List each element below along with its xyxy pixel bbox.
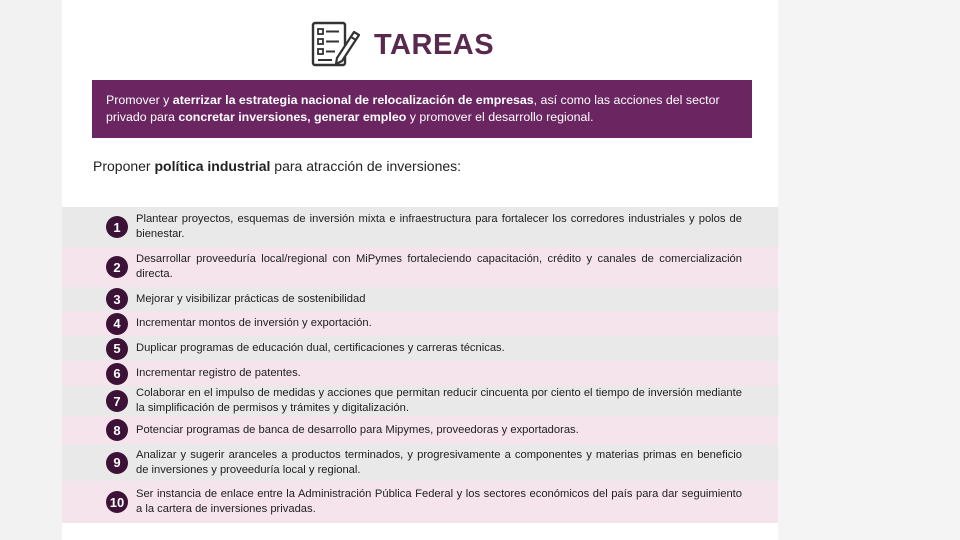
list-item — [62, 287, 778, 311]
list-item — [62, 311, 778, 336]
task-text: Incrementar registro de patentes. — [136, 367, 301, 379]
list-item — [62, 336, 778, 361]
subtitle-text-2: para atracción de inversiones: — [270, 158, 462, 174]
list-item — [62, 481, 778, 523]
task-text: Potenciar programas de banca de desarrollo para Mipymes, proveedoras y exportadoras. — [136, 423, 579, 436]
task-number: 5 — [106, 338, 128, 360]
task-text: Analizar y sugerir aranceles a productos terminados, y progresivamente a componentes y materias primas en beneficio de inversiones y proveeduría local y regional. — [136, 448, 742, 476]
list-item — [62, 416, 778, 444]
task-text: Duplicar programas de educación dual, certificaciones y carreras técnicas. — [136, 342, 505, 354]
checklist-pencil-icon — [310, 20, 362, 70]
task-number: 4 — [106, 313, 128, 335]
task-number: 10 — [106, 491, 128, 513]
list-item — [62, 361, 778, 386]
task-text: Desarrollar proveeduría local/regional con MiPymes fortaleciendo capacitación, crédito y canales de comercialización directa. — [136, 253, 742, 280]
task-number: 6 — [106, 363, 128, 385]
task-text: Plantear proyectos, esquemas de inversión mixta e infraestructura para fortalecer los corredores industriales y polos de bienestar. — [136, 213, 742, 240]
task-number: 8 — [106, 419, 128, 441]
section-subtitle — [93, 158, 461, 174]
task-text: Mejorar y visibilizar prácticas de sostenibilidad — [136, 292, 366, 305]
task-text: Incrementar montos de inversión y exportación. — [136, 317, 372, 329]
task-number: 2 — [106, 256, 128, 278]
banner-text-3: y promover el desarrollo regional. — [406, 110, 594, 124]
banner-bold-2: concretar inversiones, generar empleo — [178, 110, 407, 124]
task-number: 9 — [106, 452, 128, 474]
task-number: 1 — [106, 216, 128, 238]
banner-text-1: Promover y — [106, 93, 173, 107]
header — [310, 20, 494, 70]
list-item — [62, 207, 778, 247]
list-item — [62, 386, 778, 416]
task-text: Ser instancia de enlace entre la Administración Pública Federal y los sectores económicos del país para dar seguimiento a la cartera de inversiones privadas. — [136, 488, 742, 515]
objective-banner — [92, 80, 752, 138]
banner-text-2: , así como las acciones del sector privado para — [106, 93, 720, 124]
side-panel — [778, 0, 960, 540]
banner-bold-1: aterrizar la estrategia nacional de relocalización de empresas — [172, 93, 534, 107]
list-item — [62, 444, 778, 481]
page-title: TAREAS — [374, 28, 495, 61]
subtitle-bold: política industrial — [154, 158, 271, 174]
list-item — [62, 247, 778, 287]
task-number: 7 — [106, 390, 128, 412]
task-number: 3 — [106, 288, 128, 310]
task-list — [62, 207, 778, 523]
subtitle-text-1: Proponer — [93, 158, 155, 174]
task-text: Colaborar en el impulso de medidas y acciones que permitan reducir cincuenta por ciento el tiempo de inversión mediante la simplificación de permisos y trámites y digitalización. — [136, 387, 742, 414]
